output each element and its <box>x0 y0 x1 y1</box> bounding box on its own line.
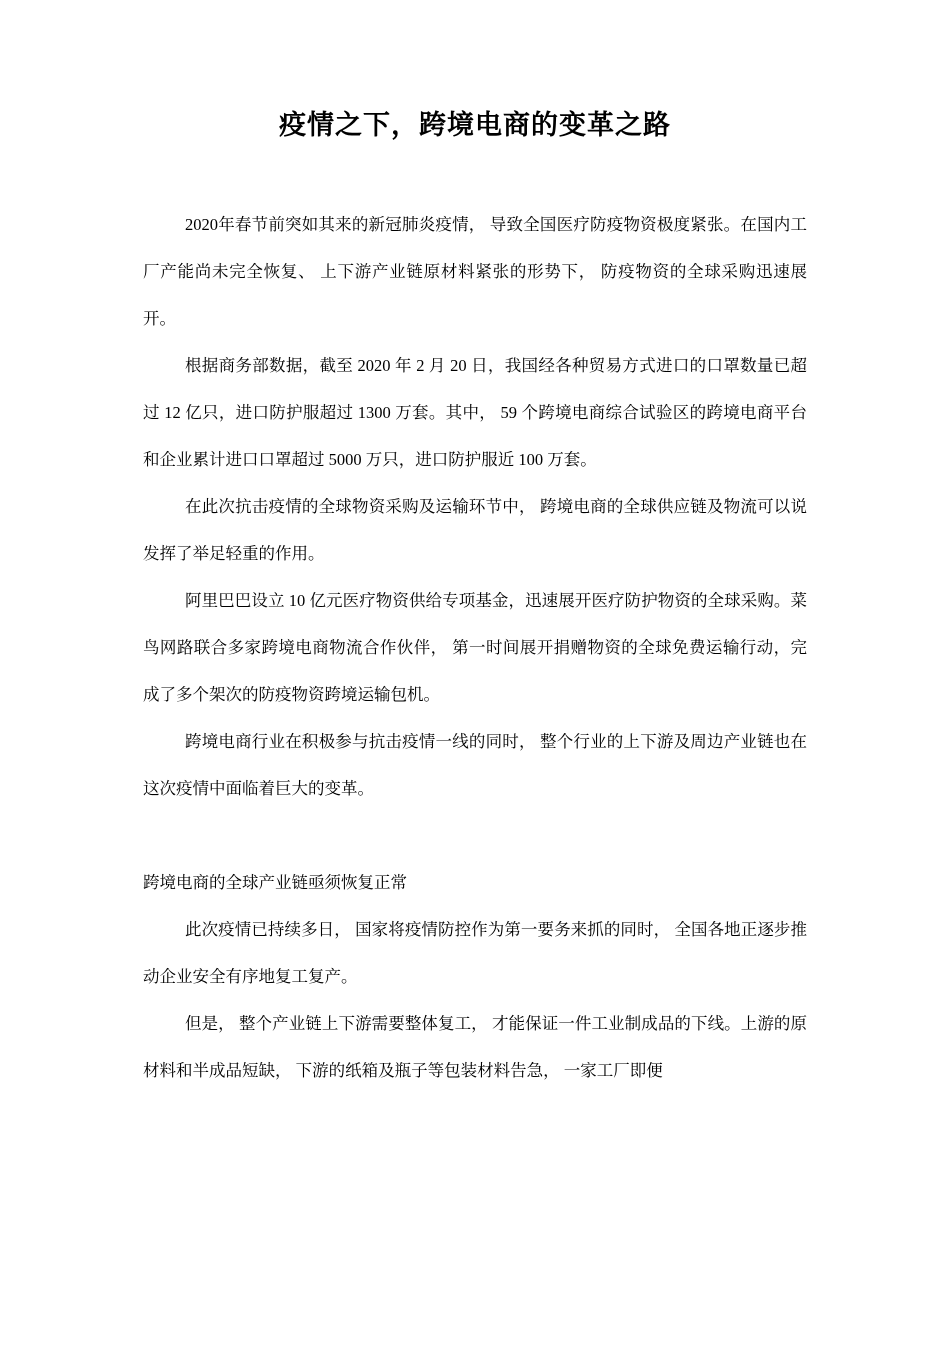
paragraph-intro-5: 跨境电商行业在积极参与抗击疫情一线的同时， 整个行业的上下游及周边产业链也在这次疫情中面临着巨大的变革。 <box>143 732 807 799</box>
paragraph-section-1: 此次疫情已持续多日， 国家将疫情防控作为第一要务来抓的同时， 全国各地正逐步推动企业安全有序地复工复产。 <box>143 920 807 987</box>
paragraph-intro-4: 阿里巴巴设立 10 亿元医疗物资供给专项基金，迅速展开医疗防护物资的全球采购。菜鸟网路联合多家跨境电商物流合作伙伴， 第一时间展开捐赠物资的全球免费运输行动，完成了多个架次的防疫物资跨境运输包机。 <box>143 591 807 705</box>
paragraph-intro-2: 根据商务部数据，截至 2020 年 2 月 20 日，我国经各种贸易方式进口的口罩数量已超过 12 亿只，进口防护服超过 1300 万套。其中， 59 个跨境电商综合试验区的跨境电商平台和企业累计进口口罩超过 5000 万只，进口防护服近 100 万套。 <box>143 356 807 470</box>
section-heading: 跨境电商的全球产业链亟须恢复正常 <box>143 873 407 893</box>
paragraph-intro-3: 在此次抗击疫情的全球物资采购及运输环节中， 跨境电商的全球供应链及物流可以说发挥了举足轻重的作用。 <box>143 497 807 564</box>
paragraph-intro-1: 2020年春节前突如其来的新冠肺炎疫情， 导致全国医疗防疫物资极度紧张。在国内工厂产能尚未完全恢复、 上下游产业链原材料紧张的形势下， 防疫物资的全球采购迅速展开。 <box>143 215 807 329</box>
paragraph-section-2: 但是， 整个产业链上下游需要整体复工， 才能保证一件工业制成品的下线。上游的原材料和半成品短缺， 下游的纸箱及瓶子等包装材料告急， 一家工厂即便 <box>143 1014 807 1081</box>
document-title: 疫情之下，跨境电商的变革之路 <box>279 110 671 140</box>
